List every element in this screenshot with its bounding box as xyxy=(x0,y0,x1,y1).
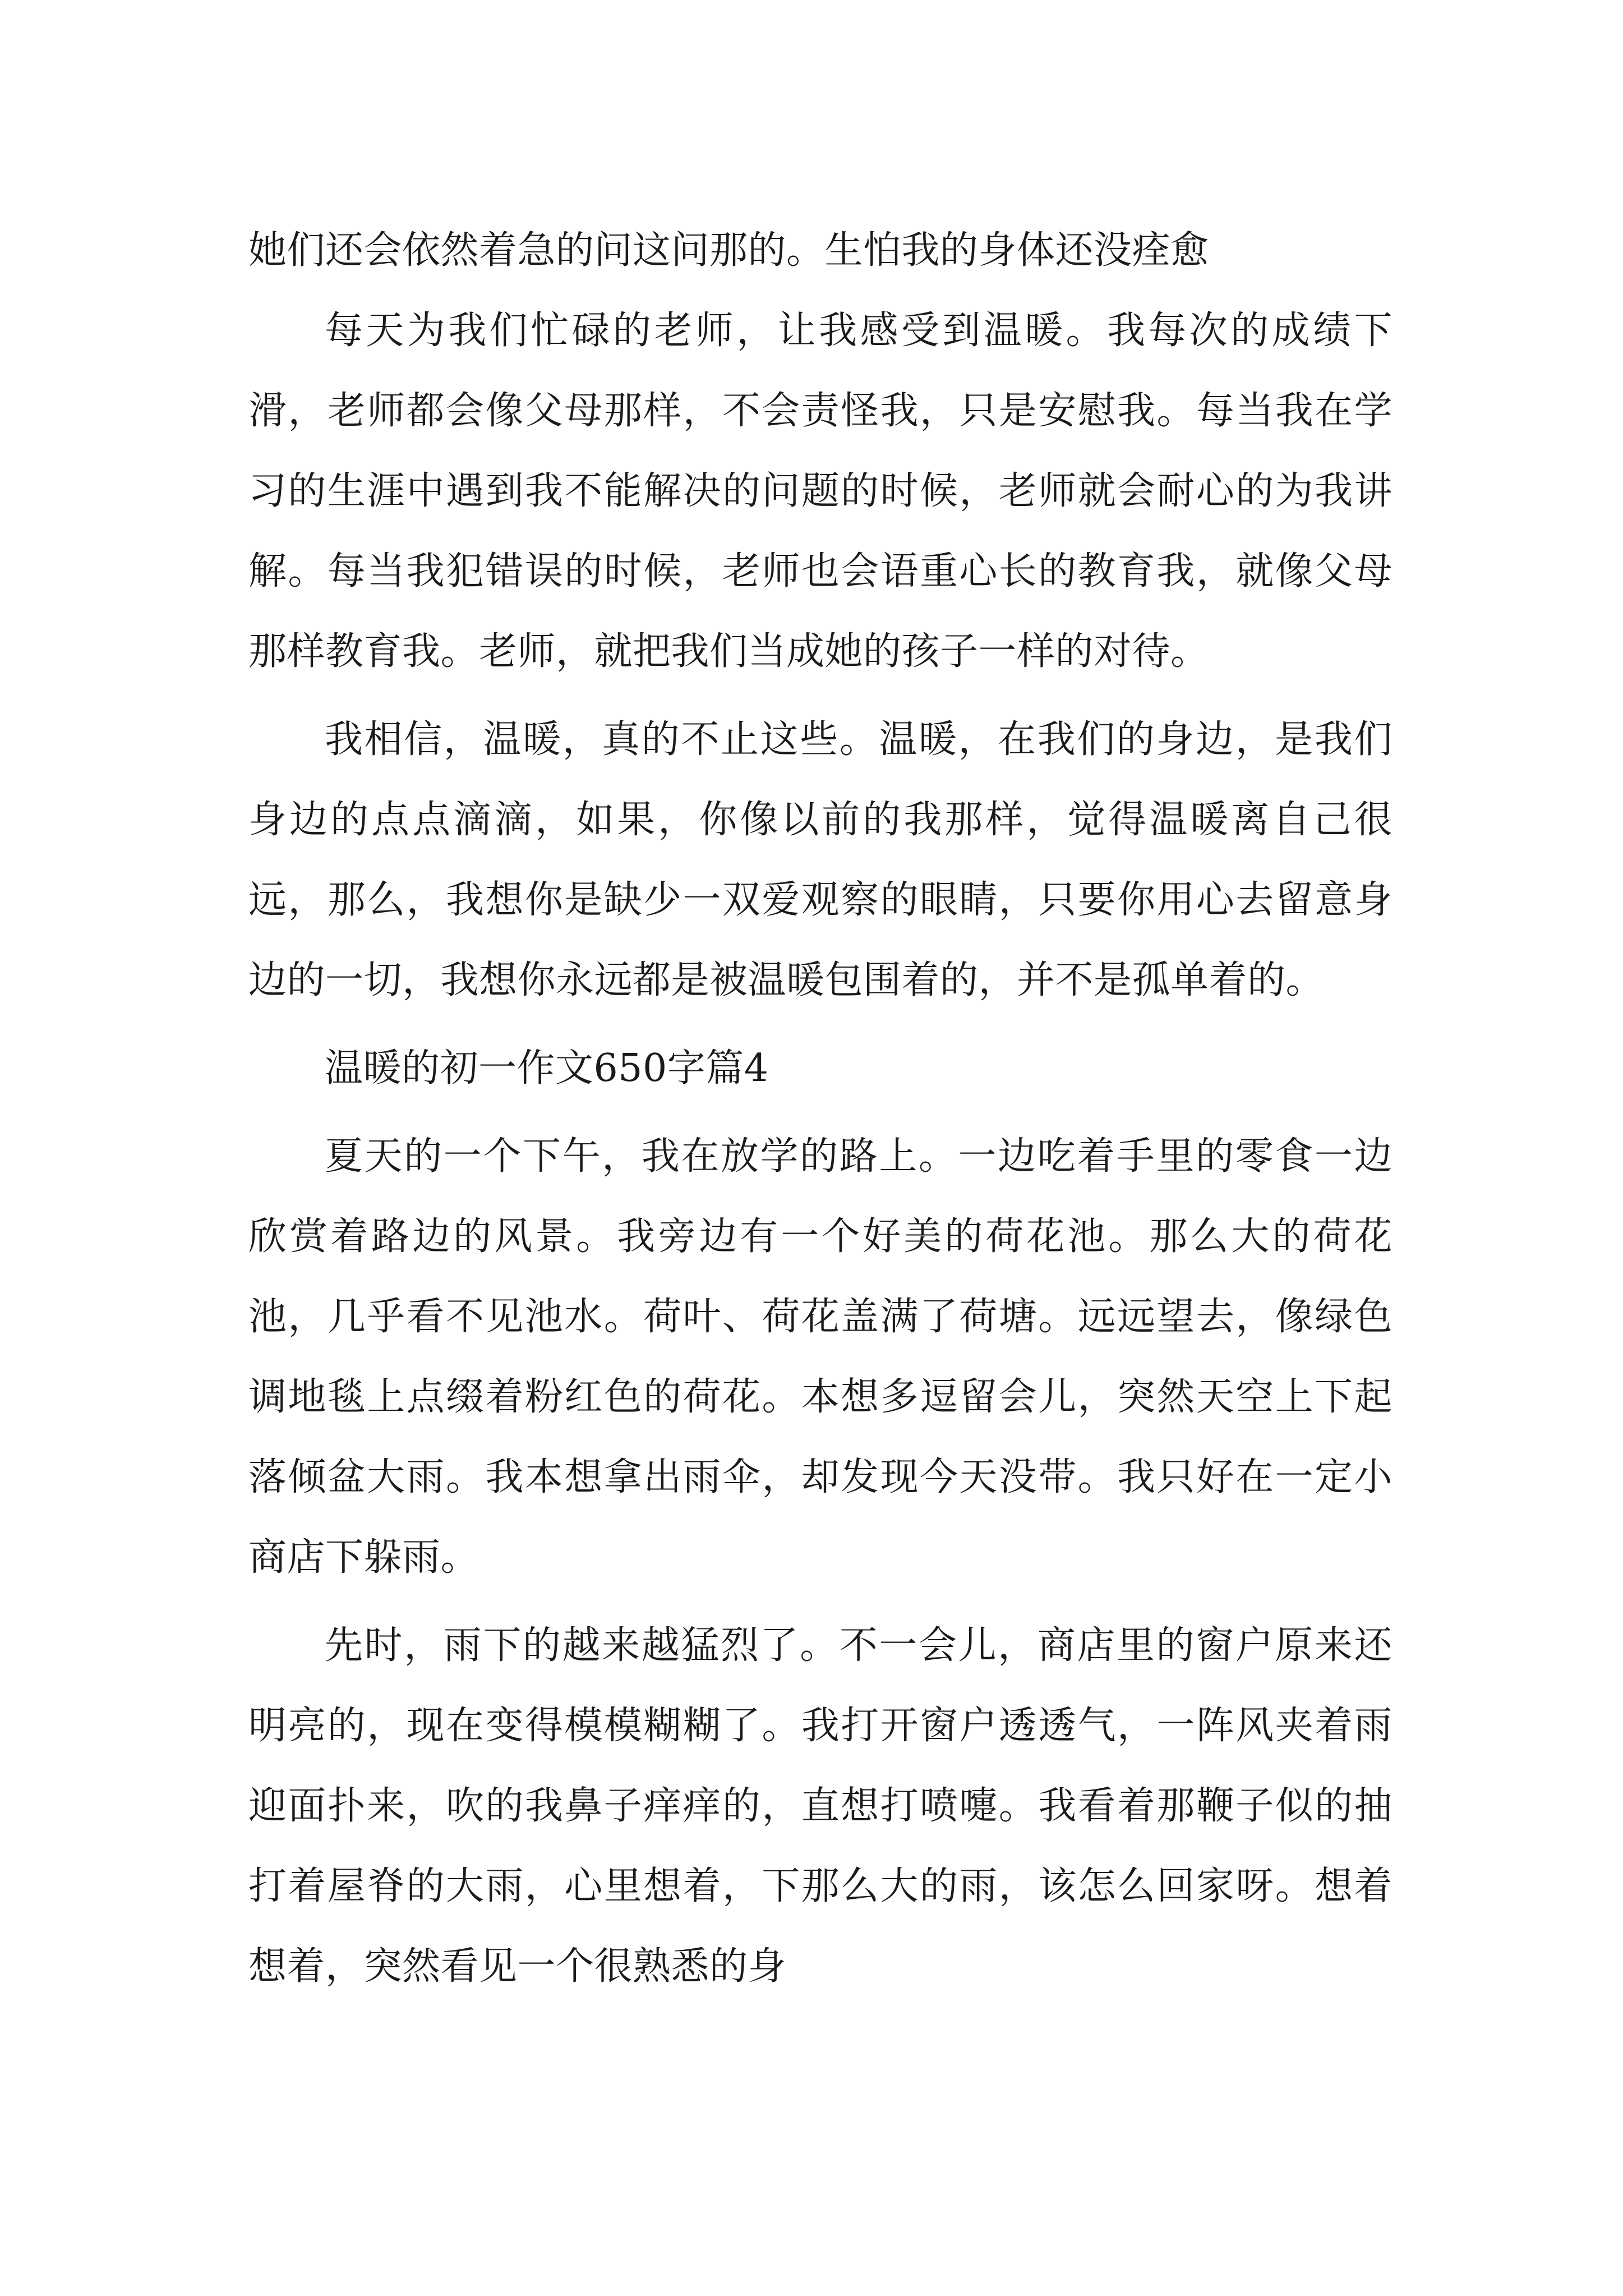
section-heading: 温暖的初一作文650字篇4 xyxy=(325,1046,769,1091)
paragraph-rain: 先时，雨下的越来越猛烈了。不一会儿，商店里的窗户原来还明亮的，现在变得模模糊糊了。我打开窗户透透气，一阵风夹着雨迎面扑来，吹的我鼻子痒痒的，直想打喷嚏。我看着那鞭子似的抽打着屋脊的大雨，心里想着，下那么大的雨，该怎么回家呀。想着想着，突然看见一个很熟悉的身 xyxy=(248,1623,1393,1989)
paragraph-summer-afternoon: 夏天的一个下午，我在放学的路上。一边吃着手里的零食一边欣赏着路边的风景。我旁边有一个好美的荷花池。那么大的荷花池，几乎看不见池水。荷叶、荷花盖满了荷塘。远远望去，像绿色调地毯上点缀着粉红色的荷花。本想多逗留会儿，突然天空上下起落倾盆大雨。我本想拿出雨伞，却发现今天没带。我只好在一定小商店下躲雨。 xyxy=(248,1134,1393,1580)
paragraph-continued: 她们还会依然着急的问这问那的。生怕我的身体还没痊愈 xyxy=(248,228,1209,273)
paragraph-belief: 我相信，温暖，真的不止这些。温暖，在我们的身边，是我们身边的点点滴滴，如果，你像以前的我那样，觉得温暖离自己很远，那么，我想你是缺少一双爱观察的眼睛，只要你用心去留意身边的一切，我想你永远都是被温暖包围着的，并不是孤单着的。 xyxy=(248,717,1393,1002)
document-body xyxy=(248,210,1393,2007)
paragraph-teacher: 每天为我们忙碌的老师，让我感受到温暖。我每次的成绩下滑，老师都会像父母那样，不会责怪我，只是安慰我。每当我在学习的生涯中遇到我不能解决的问题的时候，老师就会耐心的为我讲解。每当我犯错误的时候，老师也会语重心长的教育我，就像父母那样教育我。老师，就把我们当成她的孩子一样的对待。 xyxy=(248,309,1393,674)
